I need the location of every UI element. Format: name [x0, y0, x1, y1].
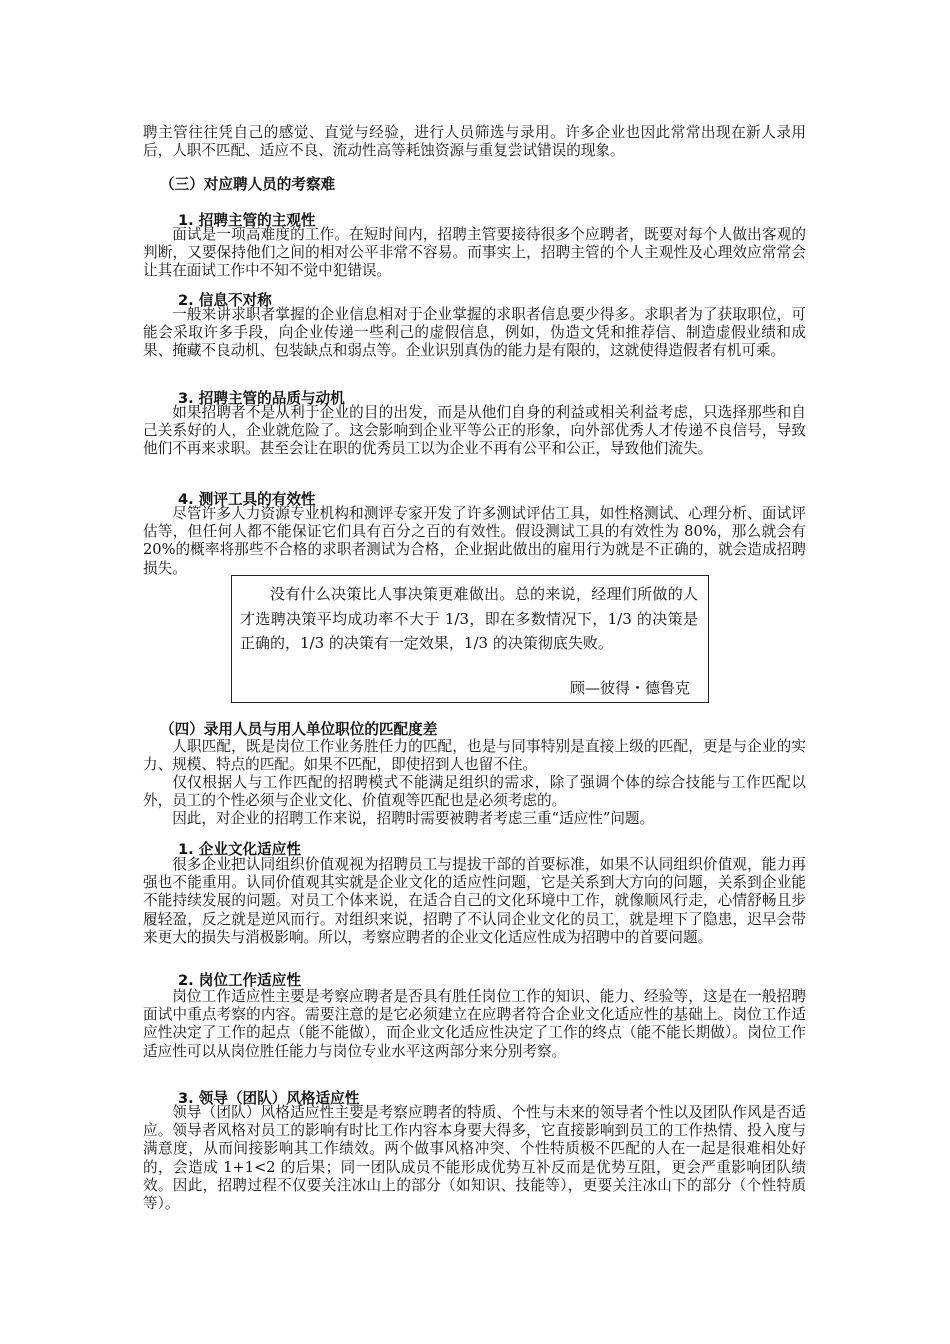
section3-item4-text: 尽管许多人力资源专业机构和测评专家开发了许多测试评估工具，如性格测试、心理分析、面试评估等，但任何人都不能保证它们具有百分之百的有效性。假设测试工具的有效性为 80%，那么就会有 20%的概率将那些不合格的求职者测试为合格，企业据此做出的雇用行为就是不正确的，就会造成招聘损失。 — [143, 505, 806, 577]
section4-paragraph-2: 仅仅根据人与工作匹配的招聘模式不能满足组织的需求，除了强调个体的综合技能与工作匹配以外，员工的个性必须与企业文化、价值观等匹配也是必须考虑的。 — [143, 774, 806, 810]
section4-item3-heading: 3. 领导（团队）风格适应性 — [178, 1090, 360, 1107]
section4-title: （四）录用人员与用人单位职位的匹配度差 — [160, 721, 438, 738]
section3-item2-text: 一般来讲求职者掌握的企业信息相对于企业掌握的求职者信息要少得多。求职者为了获取职位，可能会采取许多手段，向企业传递一些利己的虚假信息，例如，伪造文凭和推荐信、制造虚假业绩和成果、掩藏不良动机、包装缺点和弱点等。企业识别真伪的能力是有限的，这就使得造假者有机可乘。 — [143, 306, 806, 360]
section3-item1-text: 面试是一项高难度的工作。在短时间内，招聘主管要接待很多个应聘者，既要对每个人做出客观的判断，又要保持他们之间的相对公平非常不容易。而事实上，招聘主管的个人主观性及心理效应常常会让其在面试工作中不知不觉中犯错误。 — [143, 226, 806, 280]
intro-paragraph: 聘主管往往凭自己的感觉、直觉与经验，进行人员筛选与录用。许多企业也因此常常出现在新人录用后，人职不匹配、适应不良、流动性高等耗蚀资源与重复尝试错误的现象。 — [143, 124, 806, 160]
section3-item3-heading: 3. 招聘主管的品质与动机 — [178, 390, 345, 407]
quote-text: 没有什么决策比人事决策更难做出。总的来说，经理们所做的人才选聘决策平均成功率不大于 1/3，即在多数情况下，1/3 的决策是正确的，1/3 的决策有一定效果，1/3 的决策彻底失败。 — [240, 585, 698, 652]
section4-item1-heading: 1. 企业文化适应性 — [178, 841, 301, 858]
section3-item2-heading: 2. 信息不对称 — [178, 292, 272, 309]
section3-item3-text: 如果招聘者不是从利于企业的目的出发，而是从他们自身的利益或相关利益考虑，只选择那些和自己关系好的人，企业就危险了。这会影响到企业平等公正的形象，向外部优秀人才传递不良信号，导致他们不再来求职。甚至会让在职的优秀员工以为企业不再有公平和公正，导致他们流失。 — [143, 404, 806, 458]
section4-paragraph-1: 人职匹配，既是岗位工作业务胜任力的匹配，也是与同事特别是直接上级的匹配，更是与企业的实力、规模、特点的匹配。如果不匹配，即使招到人也留不住。 — [143, 738, 806, 774]
section4-item3-text: 领导（团队）风格适应性主要是考察应聘者的特质、个性与未来的领导者个性以及团队作风是否适应。领导者风格对员工的影响有时比工作内容本身要大得多，它直接影响到员工的工作热情、投入度与满意度，从而间接影响其工作绩效。两个做事风格冲突、个性特质极不匹配的人在一起是很难相处好的，会造成 1+1<2 的后果；同一团队成员不能形成优势互补反而是优势互阻，更会严重影响团队绩效。因此，招聘过程不仅要关注冰山上的部分（如知识、技能等），更要关注冰山下的部分（个性特质等）。 — [143, 1104, 806, 1213]
quote-author: 顾—彼得・德鲁克 — [569, 679, 690, 697]
quote-box — [231, 575, 709, 703]
section4-item2-text: 岗位工作适应性主要是考察应聘者是否具有胜任岗位工作的知识、能力、经验等，这是在一般招聘面试中重点考察的内容。需要注意的是它必须建立在应聘者符合企业文化适应性的基础上。岗位工作适应性决定了工作的起点（能不能做），而企业文化适应性决定了工作的终点（能不能长期做）。岗位工作适应性可以从岗位胜任能力与岗位专业水平这两部分来分别考察。 — [143, 988, 806, 1060]
section4-item2-heading: 2. 岗位工作适应性 — [178, 972, 301, 989]
section3-item4-heading: 4. 测评工具的有效性 — [178, 491, 316, 508]
section3-title: （三）对应聘人员的考察难 — [160, 176, 336, 193]
section3-item1-heading: 1. 招聘主管的主观性 — [178, 212, 316, 229]
section4-paragraph-3: 因此，对企业的招聘工作来说，招聘时需要被聘者考虑三重“适应性”问题。 — [172, 810, 655, 827]
section4-item1-text: 很多企业把认同组织价值观视为招聘员工与提拔干部的首要标准，如果不认同组织价值观，能力再强也不能重用。认同价值观其实就是企业文化的适应性问题，它是关系到大方向的问题，关系到企业能不能持续发展的问题。对员工个体来说，在适合自己的文化环境中工作，就像顺风行走，心情舒畅且步履轻盈，反之就是逆风而行。对组织来说，招聘了不认同企业文化的员工，就是埋下了隐患，迟早会带来更大的损失与消极影响。所以，考察应聘者的企业文化适应性成为招聘中的首要问题。 — [143, 856, 806, 946]
